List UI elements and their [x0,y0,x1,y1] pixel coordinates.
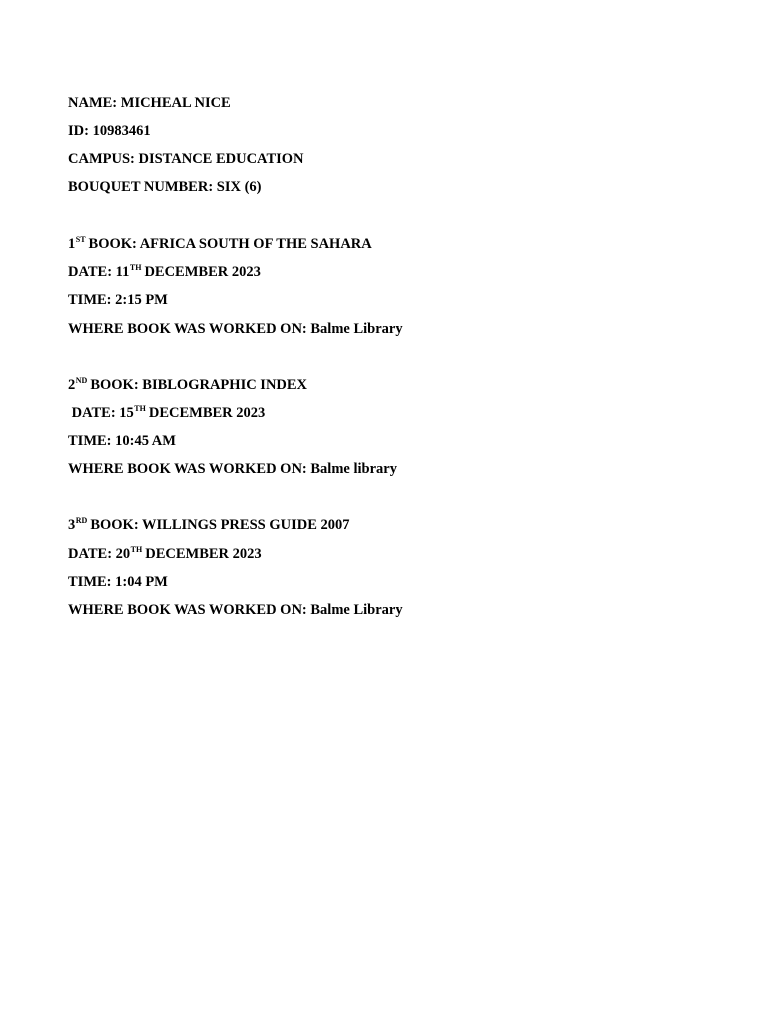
book-1-time: TIME: 2:15 PM [68,292,168,308]
book-3-title-line [68,516,350,536]
book-3-location: WHERE BOOK WAS WORKED ON: Balme Library [68,602,403,618]
book-1-date [68,263,261,283]
book-3-date [68,545,262,565]
book-1-title-line [68,235,372,255]
book-3-number: 3 [68,517,76,533]
book-3-date-rest: DECEMBER 2023 [145,546,262,562]
book-3-date-prefix: DATE: 20 [68,546,131,562]
student-id: ID: 10983461 [68,123,151,139]
book-1-date-suffix: TH [129,263,142,272]
book-2-date-prefix: DATE: 15 [68,405,134,421]
book-2-date [68,404,265,424]
book-3-ordinal: RD [75,516,88,525]
book-2-date-rest: DECEMBER 2023 [148,405,266,421]
book-1-location: WHERE BOOK WAS WORKED ON: Balme Library [68,321,403,337]
book-1-title: BOOK: AFRICA SOUTH OF THE SAHARA [88,236,372,252]
book-3-title: BOOK: WILLINGS PRESS GUIDE 2007 [90,517,350,533]
book-1-date-prefix: DATE: 11 [68,264,130,280]
book-3-time: TIME: 1:04 PM [68,574,168,590]
book-1-number: 1 [68,236,76,252]
book-2-title: BOOK: BIBLOGRAPHIC INDEX [90,377,308,393]
book-2-ordinal: ND [75,376,88,385]
book-3-date-suffix: TH [130,545,143,554]
book-2-date-suffix: TH [134,404,146,413]
student-name: NAME: MICHEAL NICE [68,95,231,111]
book-2-number: 2 [68,377,76,393]
book-2-time: TIME: 10:45 AM [68,433,176,449]
bouquet-number: BOUQUET NUMBER: SIX (6) [68,179,262,195]
book-2-location: WHERE BOOK WAS WORKED ON: Balme library [68,461,397,477]
book-2-title-line [68,376,307,396]
book-1-date-rest: DECEMBER 2023 [144,264,261,280]
book-1-ordinal: ST [75,235,86,244]
campus: CAMPUS: DISTANCE EDUCATION [68,151,304,167]
